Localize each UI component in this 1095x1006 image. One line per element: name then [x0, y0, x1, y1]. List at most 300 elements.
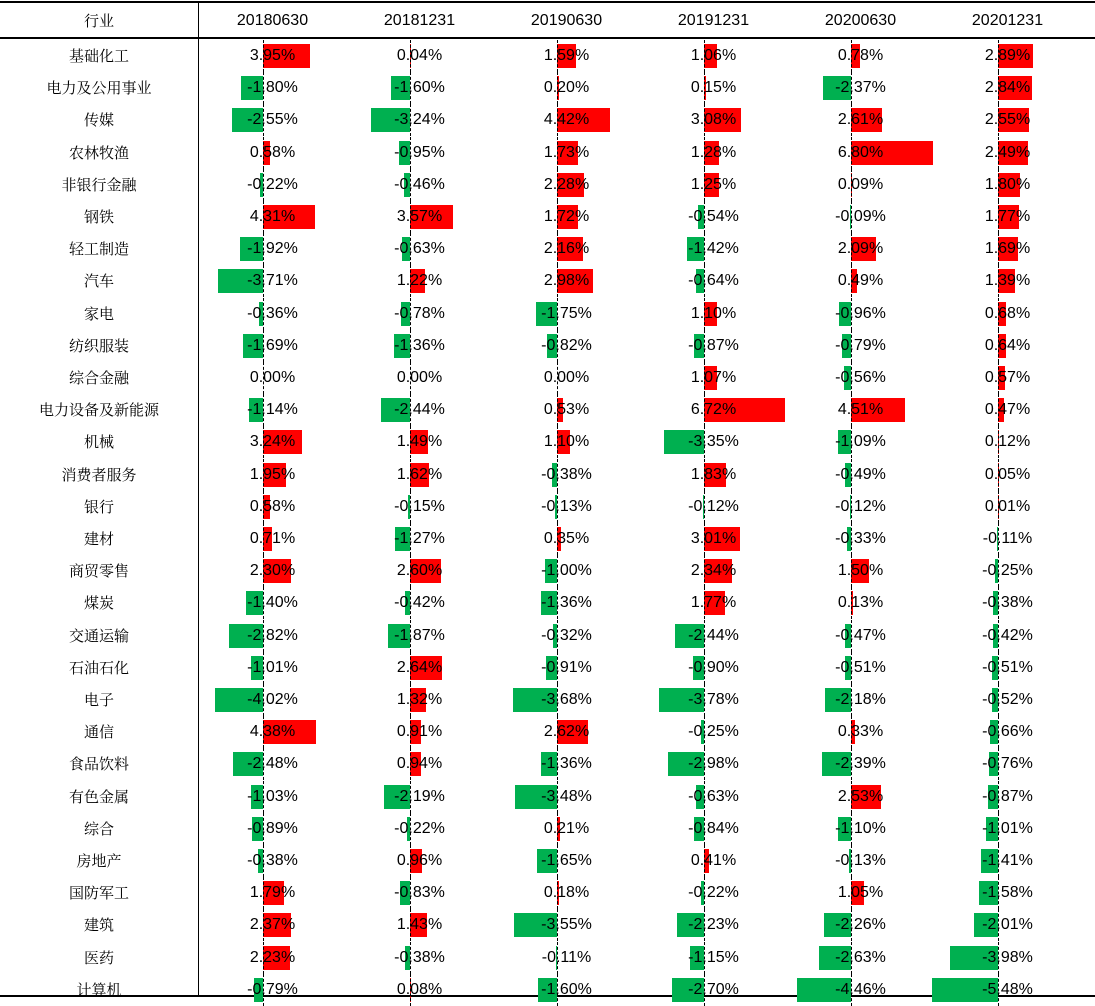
value-text: 3.57% [346, 201, 493, 233]
value-cell [199, 813, 346, 845]
value-text: 0.04% [346, 40, 493, 72]
value-text: -0.51% [787, 652, 934, 684]
table-row [0, 265, 1095, 297]
value-cell [493, 781, 640, 813]
value-text: -3.98% [934, 942, 1081, 974]
value-cell [934, 781, 1081, 813]
industry-name: 建筑 [0, 909, 198, 941]
value-text: 1.80% [934, 169, 1081, 201]
value-text: 3.01% [640, 523, 787, 555]
value-text: -1.40% [199, 587, 346, 619]
value-cell [199, 362, 346, 394]
value-cell [346, 620, 493, 652]
value-text: 1.79% [199, 877, 346, 909]
value-cell [640, 748, 787, 780]
value-cell [787, 813, 934, 845]
value-cell [493, 652, 640, 684]
table-row [0, 974, 1095, 1006]
value-cell [199, 201, 346, 233]
value-text: -0.25% [934, 555, 1081, 587]
value-text: 2.98% [493, 265, 640, 297]
value-cell [199, 72, 346, 104]
value-cell [493, 137, 640, 169]
value-text: -3.68% [493, 684, 640, 716]
industry-name: 综合 [0, 813, 198, 845]
value-cell [199, 330, 346, 362]
value-text: 4.38% [199, 716, 346, 748]
value-text: 2.30% [199, 555, 346, 587]
value-text: -0.22% [199, 169, 346, 201]
value-text: -1.80% [199, 72, 346, 104]
value-cell [787, 72, 934, 104]
value-text: -0.83% [346, 877, 493, 909]
value-cell [346, 362, 493, 394]
value-text: 0.78% [787, 40, 934, 72]
value-text: 0.08% [346, 974, 493, 1006]
value-text: 0.41% [640, 845, 787, 877]
table-row [0, 813, 1095, 845]
value-text: 0.15% [640, 72, 787, 104]
table-row [0, 491, 1095, 523]
value-cell [346, 491, 493, 523]
value-cell [199, 394, 346, 426]
value-cell [640, 169, 787, 201]
value-cell [493, 748, 640, 780]
value-text: 1.49% [346, 426, 493, 458]
value-text: -0.90% [640, 652, 787, 684]
value-cell [493, 620, 640, 652]
value-cell [493, 877, 640, 909]
value-text: 1.25% [640, 169, 787, 201]
value-cell [640, 426, 787, 458]
value-cell [640, 394, 787, 426]
table-row [0, 72, 1095, 104]
value-text: -2.23% [640, 909, 787, 941]
value-cell [640, 491, 787, 523]
value-text: -3.35% [640, 426, 787, 458]
value-text: -0.52% [934, 684, 1081, 716]
value-text: 0.94% [346, 748, 493, 780]
value-text: -1.36% [493, 748, 640, 780]
value-text: -1.75% [493, 298, 640, 330]
value-cell [199, 491, 346, 523]
value-cell [493, 298, 640, 330]
value-text: 0.64% [934, 330, 1081, 362]
industry-name: 机械 [0, 426, 198, 458]
value-text: -0.22% [640, 877, 787, 909]
value-text: 2.34% [640, 555, 787, 587]
value-cell [934, 104, 1081, 136]
value-cell [346, 72, 493, 104]
value-cell [934, 587, 1081, 619]
value-cell [199, 716, 346, 748]
value-text: -0.11% [934, 523, 1081, 555]
value-text: 1.77% [640, 587, 787, 619]
value-text: -2.48% [199, 748, 346, 780]
value-cell [346, 845, 493, 877]
value-text: -0.79% [199, 974, 346, 1006]
value-text: 1.69% [934, 233, 1081, 265]
table-row [0, 362, 1095, 394]
value-cell [787, 587, 934, 619]
value-text: 1.72% [493, 201, 640, 233]
value-cell [346, 330, 493, 362]
value-cell [346, 813, 493, 845]
value-text: -0.95% [346, 137, 493, 169]
table-row [0, 169, 1095, 201]
table-row [0, 233, 1095, 265]
table-row [0, 459, 1095, 491]
value-text: 1.83% [640, 459, 787, 491]
industry-name: 银行 [0, 491, 198, 523]
value-text: -0.38% [493, 459, 640, 491]
value-cell [199, 909, 346, 941]
value-cell [787, 104, 934, 136]
value-text: -0.84% [640, 813, 787, 845]
value-cell [493, 394, 640, 426]
value-cell [787, 265, 934, 297]
value-text: -1.60% [346, 72, 493, 104]
industry-name: 传媒 [0, 104, 198, 136]
value-cell [346, 684, 493, 716]
value-cell [640, 909, 787, 941]
value-cell [934, 201, 1081, 233]
value-text: 1.07% [640, 362, 787, 394]
value-cell [199, 104, 346, 136]
value-cell [493, 104, 640, 136]
value-text: 2.60% [346, 555, 493, 587]
column-header-industry: 行业 [0, 6, 198, 36]
value-text: 0.35% [493, 523, 640, 555]
value-text: -1.36% [493, 587, 640, 619]
value-text: -0.54% [640, 201, 787, 233]
value-cell [199, 233, 346, 265]
value-cell [346, 459, 493, 491]
table-row [0, 523, 1095, 555]
value-text: 1.95% [199, 459, 346, 491]
value-cell [787, 169, 934, 201]
value-cell [640, 330, 787, 362]
column-header-period: 20191231 [640, 6, 787, 36]
value-cell [787, 716, 934, 748]
value-text: 0.91% [346, 716, 493, 748]
value-cell [346, 169, 493, 201]
value-cell [199, 652, 346, 684]
value-cell [934, 72, 1081, 104]
value-text: -0.13% [787, 845, 934, 877]
value-cell [787, 974, 934, 1006]
value-text: -2.44% [640, 620, 787, 652]
value-cell [934, 845, 1081, 877]
value-text: 2.09% [787, 233, 934, 265]
value-cell [199, 974, 346, 1006]
value-text: -2.44% [346, 394, 493, 426]
value-cell [640, 265, 787, 297]
value-cell [934, 298, 1081, 330]
industry-name: 国防军工 [0, 877, 198, 909]
value-text: -2.18% [787, 684, 934, 716]
value-text: -0.38% [346, 942, 493, 974]
value-cell [493, 233, 640, 265]
column-header-period: 20190630 [493, 6, 640, 36]
table-row [0, 652, 1095, 684]
value-cell [493, 491, 640, 523]
value-text: -3.48% [493, 781, 640, 813]
value-text: -1.92% [199, 233, 346, 265]
industry-name: 消费者服务 [0, 459, 198, 491]
value-text: -0.56% [787, 362, 934, 394]
value-text: -0.82% [493, 330, 640, 362]
industry-name: 交通运输 [0, 620, 198, 652]
value-text: 2.84% [934, 72, 1081, 104]
value-cell [640, 523, 787, 555]
value-cell [934, 169, 1081, 201]
value-cell [199, 781, 346, 813]
value-cell [346, 909, 493, 941]
value-cell [787, 362, 934, 394]
value-text: 0.71% [199, 523, 346, 555]
value-text: -0.09% [787, 201, 934, 233]
table-row [0, 684, 1095, 716]
table-row [0, 298, 1095, 330]
value-text: -2.70% [640, 974, 787, 1006]
value-cell [934, 491, 1081, 523]
value-cell [199, 587, 346, 619]
value-cell [640, 298, 787, 330]
value-cell [787, 394, 934, 426]
industry-name: 房地产 [0, 845, 198, 877]
industry-name: 综合金融 [0, 362, 198, 394]
value-cell [346, 652, 493, 684]
value-text: 2.89% [934, 40, 1081, 72]
value-cell [934, 942, 1081, 974]
value-cell [346, 781, 493, 813]
value-cell [346, 877, 493, 909]
value-cell [787, 40, 934, 72]
table-row [0, 426, 1095, 458]
industry-name: 医药 [0, 942, 198, 974]
value-cell [934, 555, 1081, 587]
value-text: 2.55% [934, 104, 1081, 136]
table-row [0, 104, 1095, 136]
value-cell [934, 684, 1081, 716]
value-text: -1.27% [346, 523, 493, 555]
value-text: -0.79% [787, 330, 934, 362]
value-text: 1.10% [640, 298, 787, 330]
value-cell [640, 942, 787, 974]
value-text: 4.31% [199, 201, 346, 233]
value-cell [493, 684, 640, 716]
value-text: -2.55% [199, 104, 346, 136]
value-text: 1.06% [640, 40, 787, 72]
value-cell [787, 942, 934, 974]
value-cell [493, 909, 640, 941]
value-text: 2.61% [787, 104, 934, 136]
value-text: -2.82% [199, 620, 346, 652]
value-text: -0.42% [346, 587, 493, 619]
value-text: 1.59% [493, 40, 640, 72]
value-text: 2.16% [493, 233, 640, 265]
value-text: 0.57% [934, 362, 1081, 394]
table-row [0, 877, 1095, 909]
table-row [0, 845, 1095, 877]
value-cell [934, 233, 1081, 265]
table-row [0, 555, 1095, 587]
value-cell [787, 233, 934, 265]
value-cell [493, 845, 640, 877]
value-text: -0.63% [640, 781, 787, 813]
value-text: -0.38% [199, 845, 346, 877]
value-cell [493, 201, 640, 233]
value-cell [640, 233, 787, 265]
value-cell [346, 298, 493, 330]
value-text: -1.36% [346, 330, 493, 362]
value-cell [493, 716, 640, 748]
value-cell [787, 877, 934, 909]
value-cell [493, 40, 640, 72]
value-cell [787, 845, 934, 877]
value-cell [640, 684, 787, 716]
value-cell [640, 877, 787, 909]
value-text: 0.58% [199, 137, 346, 169]
value-text: 2.37% [199, 909, 346, 941]
value-text: -1.00% [493, 555, 640, 587]
value-cell [199, 877, 346, 909]
column-header-period: 20180630 [199, 6, 346, 36]
value-cell [934, 426, 1081, 458]
value-text: 2.53% [787, 781, 934, 813]
value-cell [346, 942, 493, 974]
value-cell [199, 265, 346, 297]
value-cell [199, 555, 346, 587]
value-cell [934, 620, 1081, 652]
value-cell [787, 748, 934, 780]
industry-name: 汽车 [0, 265, 198, 297]
industry-name: 农林牧渔 [0, 137, 198, 169]
value-cell [493, 72, 640, 104]
value-text: 1.73% [493, 137, 640, 169]
value-cell [493, 169, 640, 201]
value-text: -0.64% [640, 265, 787, 297]
value-cell [493, 330, 640, 362]
value-cell [787, 909, 934, 941]
value-text: -3.78% [640, 684, 787, 716]
value-text: -0.96% [787, 298, 934, 330]
value-cell [199, 298, 346, 330]
value-text: -2.01% [934, 909, 1081, 941]
value-cell [640, 845, 787, 877]
value-text: 2.28% [493, 169, 640, 201]
value-cell [640, 40, 787, 72]
table-row [0, 716, 1095, 748]
value-text: -0.12% [640, 491, 787, 523]
value-cell [199, 137, 346, 169]
value-text: -4.02% [199, 684, 346, 716]
industry-name: 非银行金融 [0, 169, 198, 201]
value-text: -1.14% [199, 394, 346, 426]
value-cell [934, 40, 1081, 72]
value-text: 0.96% [346, 845, 493, 877]
value-text: -0.89% [199, 813, 346, 845]
value-text: -0.46% [346, 169, 493, 201]
value-text: 0.20% [493, 72, 640, 104]
value-text: -4.46% [787, 974, 934, 1006]
table-row [0, 781, 1095, 813]
value-cell [934, 813, 1081, 845]
value-text: 6.72% [640, 394, 787, 426]
value-text: 0.00% [493, 362, 640, 394]
value-text: -1.15% [640, 942, 787, 974]
value-text: -3.71% [199, 265, 346, 297]
value-text: -0.15% [346, 491, 493, 523]
value-cell [346, 523, 493, 555]
value-cell [493, 523, 640, 555]
value-cell [934, 394, 1081, 426]
value-text: 2.49% [934, 137, 1081, 169]
value-cell [199, 169, 346, 201]
value-cell [787, 523, 934, 555]
value-cell [640, 652, 787, 684]
industry-name: 电力及公用事业 [0, 72, 198, 104]
value-text: -0.36% [199, 298, 346, 330]
value-text: -0.13% [493, 491, 640, 523]
value-cell [346, 201, 493, 233]
value-text: -0.22% [346, 813, 493, 845]
industry-name: 基础化工 [0, 40, 198, 72]
value-text: 4.51% [787, 394, 934, 426]
value-cell [199, 426, 346, 458]
value-cell [640, 104, 787, 136]
value-cell [640, 587, 787, 619]
value-cell [934, 362, 1081, 394]
industry-name: 轻工制造 [0, 233, 198, 265]
value-cell [346, 137, 493, 169]
value-text: 0.05% [934, 459, 1081, 491]
value-text: -2.39% [787, 748, 934, 780]
value-cell [346, 40, 493, 72]
value-text: 1.32% [346, 684, 493, 716]
column-header-period: 20181231 [346, 6, 493, 36]
value-text: -0.25% [640, 716, 787, 748]
value-cell [493, 426, 640, 458]
value-text: -3.24% [346, 104, 493, 136]
industry-name: 商贸零售 [0, 555, 198, 587]
table-row [0, 620, 1095, 652]
value-cell [346, 104, 493, 136]
industry-name: 食品饮料 [0, 748, 198, 780]
value-text: -0.38% [934, 587, 1081, 619]
value-text: 1.39% [934, 265, 1081, 297]
value-text: -2.19% [346, 781, 493, 813]
table-row [0, 909, 1095, 941]
value-cell [199, 40, 346, 72]
value-cell [934, 330, 1081, 362]
value-cell [934, 459, 1081, 491]
value-text: 0.09% [787, 169, 934, 201]
value-cell [934, 137, 1081, 169]
value-text: -1.87% [346, 620, 493, 652]
table-top-border [0, 1, 1095, 3]
value-text: 1.22% [346, 265, 493, 297]
value-cell [934, 909, 1081, 941]
value-cell [199, 845, 346, 877]
value-text: 1.10% [493, 426, 640, 458]
value-text: -1.69% [199, 330, 346, 362]
header-underline [0, 37, 1095, 39]
value-cell [346, 265, 493, 297]
value-text: -0.42% [934, 620, 1081, 652]
value-cell [493, 974, 640, 1006]
